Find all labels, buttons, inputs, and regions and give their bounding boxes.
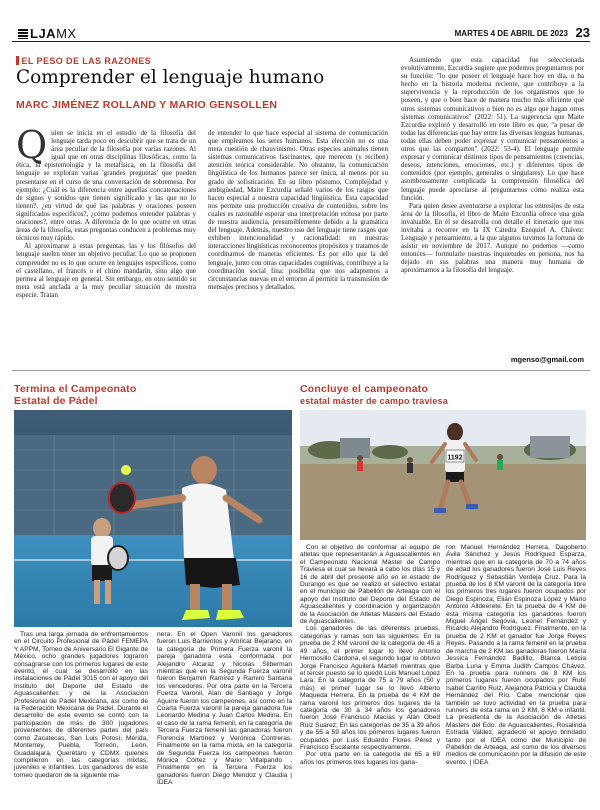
story-title-line-2: estatal máster de campo traviesa — [300, 396, 448, 406]
story-title-line-2: Estatal de Pádel — [14, 395, 98, 407]
story-title-line-1: Termina el Campeonato — [14, 383, 137, 395]
paragraph: de entender lo que hace especial al sistema de comunicación que empleamos los seres humanos. Esta elección no es una mera cuestión de chauvinismo. Otras especies animales tienen sistemas comunicativos fascinantes, que merecen (y reciben) atención teórica considerable. No obstante, la comunicación lingüística de los humanos parece ser única, al menos por su grado de sofisticación. En su libro pòstumo, Complejidad y ambigüedad, Maite Ezcurdia señaló varios de los rasgos que hacen especial a nuestra capacidad lingüística. Esta capacidad nos permite una producción creativa de contenidos, sobre los cuales es razonable esperar una interpretación exitosa por parte de nuestra audiencia, presumiblemente debido a la gramática del lenguaje. Además, nuestro uso del lenguaje tiene rasgos que exhiben intencionalidad y racionalidad: en nuestras interacciones lingüísticas reconocemos propósitos y tratamos de coordinarnos de maneras eficientes. Es por ello que la del lenguaje, junto con otras capacidades cognitivas, contribuye a la coordinación social fina: posibilita que nos adaptemos a circunstancias nuevas en el entorno al permitir la transmisión de mensajes precisos y detallados. — [208, 129, 388, 291]
padel-column-1 — [14, 631, 148, 779]
opinion-column-3 — [401, 56, 584, 275]
section-label-text: EL PESO DE LAS RAZONES — [21, 56, 152, 66]
story-title-line-1: Concluye el campeonato — [300, 383, 429, 395]
opinion-column-1 — [16, 123, 196, 299]
cross-country-runner-image — [300, 410, 586, 540]
issue-date: MARTES 4 DE ABRIL DE 2023 — [454, 29, 568, 38]
paragraph: Los ganadores de las diferentes pruebas, categorías y ramas son las siguientes: En la prueba de 2 KM varonil de la categoría de 45 a 49 años, el primer lugar lo llevó Antonio Hermosillo Cardona, el segundo lugar lo obtuvo Jorge Francisco Aguilera Martell mientras que el tercer puesto se lo quedó Luis Manuel López Lara. En la categoría de 75 a 79 años (50 y más) el primer lugar se lo llevó Alberto Maqueda Herrera. En la prueba de 4 KM de rama varonil los primeros dos lugares de la categoría de 30 a 34 años los ganadores fueron José Francisco Macías y Alán Obed Ruiz Suárez; En las categorías de 35 a 39 años y de 55 a 59 años los primeros lugares fueron ocupados por Luis Eduardo Flores Pérez y Francisco Escalante respectivamente. — [300, 625, 440, 751]
padel-column-2 — [157, 631, 292, 787]
running-column-2 — [446, 544, 586, 766]
section-label — [16, 56, 151, 66]
logo-text: LJA — [30, 26, 57, 41]
page-number: 23 — [575, 25, 590, 40]
newspaper-logo[interactable] — [18, 26, 77, 41]
paragraph — [16, 123, 196, 243]
article-byline: MARC JIMÉNEZ ROLLAND Y MARIO GENSOLLEN — [16, 99, 278, 111]
drop-cap: Q — [16, 123, 48, 167]
runner-bib-number: 1192 — [447, 454, 463, 462]
running-column-1 — [300, 544, 440, 766]
author-email[interactable]: mgenso@gmail.com — [510, 355, 584, 364]
running-photo — [300, 410, 586, 540]
paragraph: nera: En el Open Varonil los ganadores fueron Luis Barrientos y Amílcar Bejarano, en la categoría de Primera Fuerza varonil la pareja ganadora está conformada por Alejandro Alcaraz y Nicolás Silberman mientras que en la Segunda Fuerza varonil fueron Benjamín Ramírez y Ramiro Santana los vencedores. Por otra parte en la Tercera Fuerza Varonil, Alan de Santiago y Jorge Aguirre fueron los campeones, así como en la Cuarta Fuerza varonil la pareja ganadora fue Leonardo Medina y Juan Carlos Medina. En el caso de la rama femenil, en la categoría de Tercera Fuerza femenil las ganadoras fueron Florencia Martínez y Verónica Contreras. Finalmente en la rama mixta, en la categoría de Segunda Fuerza los campeones fueron Mónica Córtez y Mario Villalpando . Finalmente en la Tercera Fuerza los ganadores fueron Diego Mendoz y Claudia | IDEA — [157, 631, 292, 787]
paragraph: Al aproximarse a estas preguntas, las y los filósofos del lenguaje suelen tener un objetivo peculiar. Lo que se proponen comprender no es lo que ocurre en lenguajes específicos, como el castellano, el francés o el chino mandarín, sino algo que permea al lenguaje en general. Sin embargo, en otro sentido su meta está anclada a la muy peculiar situación de nuestra especie. Tratan — [16, 242, 196, 299]
masthead — [12, 26, 590, 42]
opinion-column-2 — [208, 129, 388, 291]
section-bar — [16, 56, 19, 65]
logo-bars-icon — [18, 29, 28, 39]
paragraph-text: uien se inicia en el estudio de la filosofía del lenguaje tarda poco en descubrir que se trata de un área peculiar de la filosofía por varias razones. Al igual que en otras disciplinas filosóficas, como la ética, la epistemología y la metafísica, en la filosofía del lenguaje se exploran varias 'grandes preguntas' que pueden presentarse en el curso de una conversación de sobremesa. Por ejemplo: ¿Cuál es la diferencia entre aquellas concatenaciones de signos y sonidos que tienen significado y las que no lo tienen?, ¿en virtud de qué las palabras y oraciones poseen significados específicos?, ¿cómo podemos entender palabras y oraciones?, entre otras. A diferencia de lo que ocurre en otras áreas de la filosofía, estas preguntas conducen a problemas muy técnicos muy rápido. — [16, 129, 196, 243]
paragraph: Tras una larga jornada de enfrentamientos en el Circuito Profesional de Pádel FEMEPA Y APPM, Torneo de Aniversario El Gigante de México, ocho grandes jugadores lograron consagrarse con los primeros lugares de este evento, el cual se desarrolló en las instalaciones de Pádel 3015 con el apoyo del Instituto del Deporte del Estado de Aguascalientes y de la Asociación Profesional de Pádel Mexicana, así como de la Federación Mexicana de Pádel. Durante el desarrollo de este evento se contó con la participación de más de 300 jugadores provenientes de diferentes partes del país como Zacatecas, San Luis Potosí, Mérida, Monterrey, Puebla, Torreón, León, Guadalajara, Querétaro y CDMX quienes compitieron en las categorías mixtas, juveniles e infantiles. Los ganadores de este torneo quedaron de la siguiente ma- — [14, 631, 148, 779]
article-headline: Comprender el lenguaje humano — [16, 67, 325, 88]
paragraph: Con el objetivo de conformar al equipo de atletas que representarán a Aguascalientes en el Campeonato Nacional Máster de Campo Traviesa el cual se llevará a cabo los días 15 y 16 de abril del presente año en el estado de Durango es que se realizó el selectivo estatal en el municipio de Pabellón de Arteaga con el apoyo del Instituto del Deporte del Estado de Aguascalientes y coordinación y organización de la Asociación de Atletas Masters del Estado de Aguascalientes. — [300, 544, 440, 626]
story-title-running — [300, 383, 448, 407]
logo-suffix: MX — [56, 26, 77, 41]
padel-photo — [14, 410, 292, 627]
paragraph: ron Manuel Hernández Herrera, Dagoberto Ávila Sánchez y Jesús Rodríguez Esparza, mientras que en la categoría de 70 a 74 años de edad los ganadores fueron José Luis Reyes Rodríguez y Sebastián Verdeja Cruz. Para la prueba de los 8 KM varonil de la categoría libre los primeros tres lugares fueron ocupados por Diego Espinoza, Elián Espinoza López y Mario Antonio Alldeerete. En la prueba de 4 KM de esta misma categoría los ganadores fueron Miguel Ángel Segovia, Leonel Fernández y Ricardo Alejandro Rodríguez. Finalmente, en la prueba de 2 KM el ganador fue Jorge Reyes Reyes. Pasando a la rama femenil en la prueba de marcha de 2 KM las ganadoras fueron María Jessica Fernández Badillo, Blanca Leticia Barba Luna y Emma Judith Campos Chávez. En la prueba para runners de 8 KM los primeros lugares fueron ocupados por Rubí Isabel Carrillo Ruiz, Alejandra Patricia y Claudia Hernández del Río. Cabe mencionar que también se tuvo actividad en la prueba para runners de esta rama en 2 KM, 8 KM e infantil. La presidenta de la Asociación de Atletas Masters del Edo. de Aguascalientes, Rosalinda Estrada Valdez, agradeció el apoyo brindado tanto por el IDEA como del Municipio de Pabellón de Arteaga, así como de los diversos medios de comunicación por la difusión de este evento. | IDEA — [446, 544, 587, 766]
padel-players-image — [14, 410, 292, 627]
paragraph: Para quien desee aventurarse a explorar los entresijos de esta área de la filosofía, el libro de Maite Ezcurdia ofrece una guía invaluable. En él se desarrolla con detalle el itinerario que nos invitaba a recorrer en la IX Cátedra Ezequiel A. Chávez: Lenguaje y pensamiento, a la que algunos tuvimos la fortuna de asistir en noviembre de 2017. Aunque no podemos —como entonces— formularle nuestras inquietudes en persona, nos ha dejado en sus palabras una manera muy humana de aproximarnos a la filosofía del lenguaje. — [401, 201, 584, 275]
section-divider — [12, 370, 590, 371]
paragraph: Asumiendo que esta capacidad fue seleccionada evolutivamente, Ezcurdia sugiere que podemos preguntarnos por su función: "lo que poseer el lenguaje hace hoy en día, o ha hecho en la historia moderna reciente, que contribuye a la supervivencia y la reproducción de los organismos que lo poseen, y que o bien hace de manera mucho más eficiente que otros sistemas comunicativos o bien no es algo que hagan otros sistemas comunicativos" (2022: 51). La sugerencia que Maite Ezcurdia exploró y desarrolló en este libro es que, "a pesar de todas las diferencias que hay entre las diversas lenguas humanas, todas ellas deben poder expresar y comunicar pensamientos a otros que las comparten" (2022: 53-4). El lenguaje permite expresar y comunicar distintos tipos de pensamientos (creencias, deseos, intenciones, emociones, etc.) y diferentes tipos de contenidos (por ejemplo, generales o singulares). Lo que hace asombrosamente complicada la comprensión filosófica del lenguaje puede apreciarse al preguntarnos cómo realiza esta función. — [401, 56, 584, 202]
paragraph: Por otra parte en la categoría de 65 a 69 años los primeros tres lugares los gana- — [300, 751, 440, 766]
story-title-padel — [14, 383, 136, 407]
